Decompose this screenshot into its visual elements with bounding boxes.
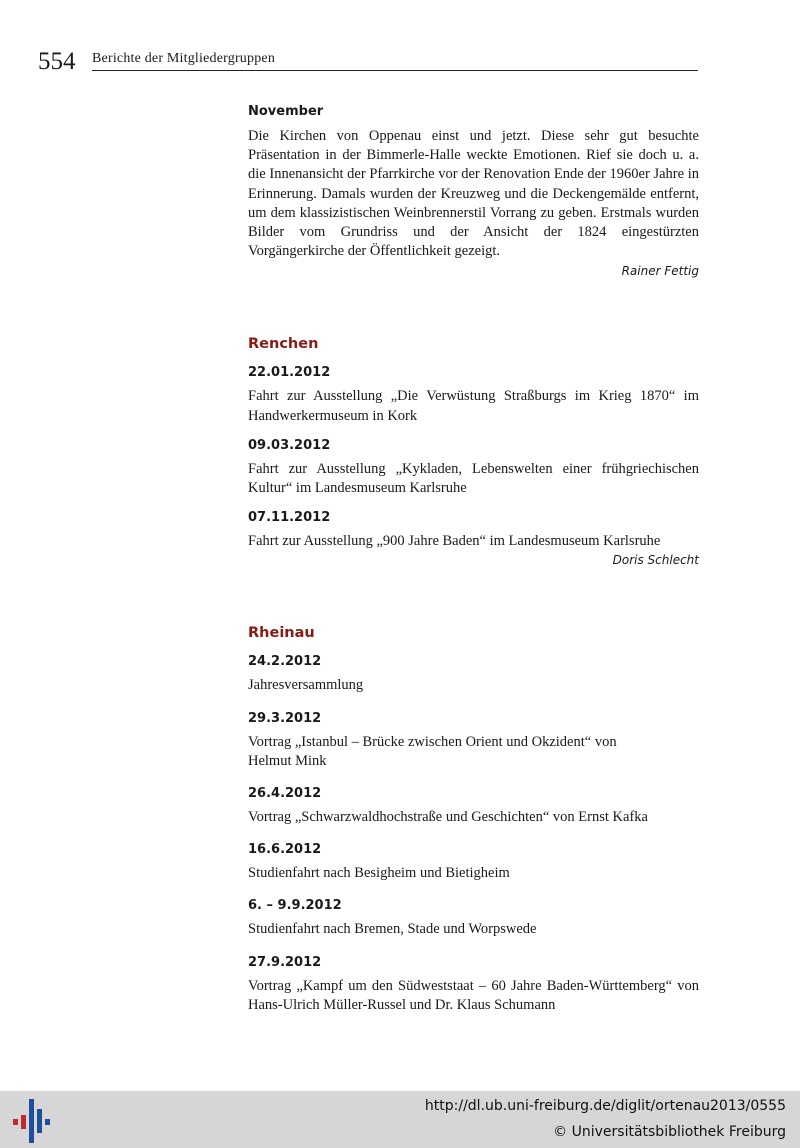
event-date: 27.9.2012 [248, 954, 322, 970]
event-entry [248, 652, 699, 695]
event-description: Studienfahrt nach Besigheim und Bietigheim [248, 865, 510, 882]
event-date: 07.11.2012 [248, 510, 331, 526]
event-date: 09.03.2012 [248, 437, 331, 453]
event-entry [248, 896, 699, 939]
event-description: Fahrt zur Ausstellung „900 Jahre Baden“ im Landesmuseum Karlsruhe [248, 533, 661, 550]
section-title-renchen: Renchen [248, 336, 319, 353]
author-signature: Rainer Fettig [621, 264, 699, 279]
event-date: 22.01.2012 [248, 365, 331, 381]
event-entry [248, 709, 699, 771]
report-paragraph: Die Kirchen von Oppenau einst und jetzt. Diese sehr gut besuchte Präsentation in der Bimmerle-Halle weckte Emotionen. Rief sie doch u. a. die Innenansicht der Pfarrkirche vor der Renovation Ende der 1960er Jahre in Erinnerung. Damals wurden der Kreuzweg und die Deckengemälde entfernt, um dem klassizistischen Weinbrennerstil Vorrang zu geben. Erstmals wurden Bilder vom Grundriss und der Ansicht der 1824 eingestürzten Vorgängerkirche der Öffentlichkeit gezeigt. [248, 128, 699, 260]
rheinau-section [248, 622, 699, 1015]
source-url-link[interactable]: http://dl.ub.uni-freiburg.de/diglit/ortenau2013/0555 [424, 1098, 786, 1114]
event-description: Vortrag „Kampf um den Südweststaat – 60 Jahre Baden-Württemberg“ von Hans-Ulrich Müller-Russel und Dr. Klaus Schumann [248, 977, 699, 1013]
event-entry [248, 784, 699, 827]
event-description: Vortrag „Schwarzwaldhochstraße und Geschichten“ von Ernst Kafka [248, 809, 648, 826]
footer-band [0, 1091, 800, 1148]
event-date: 29.3.2012 [248, 710, 322, 726]
event-description: Jahresversammlung [248, 677, 364, 694]
ub-freiburg-logo-icon [10, 1099, 52, 1143]
event-description: Vortrag „Istanbul – Brücke zwischen Orient und Okzident“ von Helmut Mink [248, 733, 617, 769]
author-signature: Doris Schlecht [612, 553, 699, 568]
event-description: Fahrt zur Ausstellung „Kykladen, Lebenswelten einer frühgriechischen Kultur“ im Landesmuseum Karlsruhe [248, 460, 699, 497]
copyright-notice: © Universitätsbibliothek Freiburg [553, 1124, 786, 1140]
event-entry [248, 953, 699, 1015]
page-content [248, 102, 699, 1015]
page-number: 554 [38, 48, 76, 75]
section-title-rheinau: Rheinau [248, 625, 315, 642]
running-title: Berichte der Mitgliedergruppen [92, 51, 276, 66]
renchen-section [248, 333, 699, 569]
event-entry [248, 840, 699, 883]
event-description: Studienfahrt nach Bremen, Stade und Worpswede [248, 921, 537, 938]
header-rule [92, 70, 698, 71]
event-date: 6. – 9.9.2012 [248, 898, 342, 914]
page-header [38, 48, 698, 75]
event-description: Fahrt zur Ausstellung „Die Verwüstung Straßburgs im Krieg 1870“ im Handwerkermuseum in Kork [248, 388, 699, 424]
event-entry [248, 436, 699, 498]
event-date: 26.4.2012 [248, 786, 322, 802]
event-date: 16.6.2012 [248, 842, 322, 858]
month-heading: November [248, 104, 324, 119]
event-entry [248, 508, 699, 551]
oppenau-report [248, 102, 699, 280]
event-entry [248, 363, 699, 425]
event-date: 24.2.2012 [248, 654, 322, 670]
